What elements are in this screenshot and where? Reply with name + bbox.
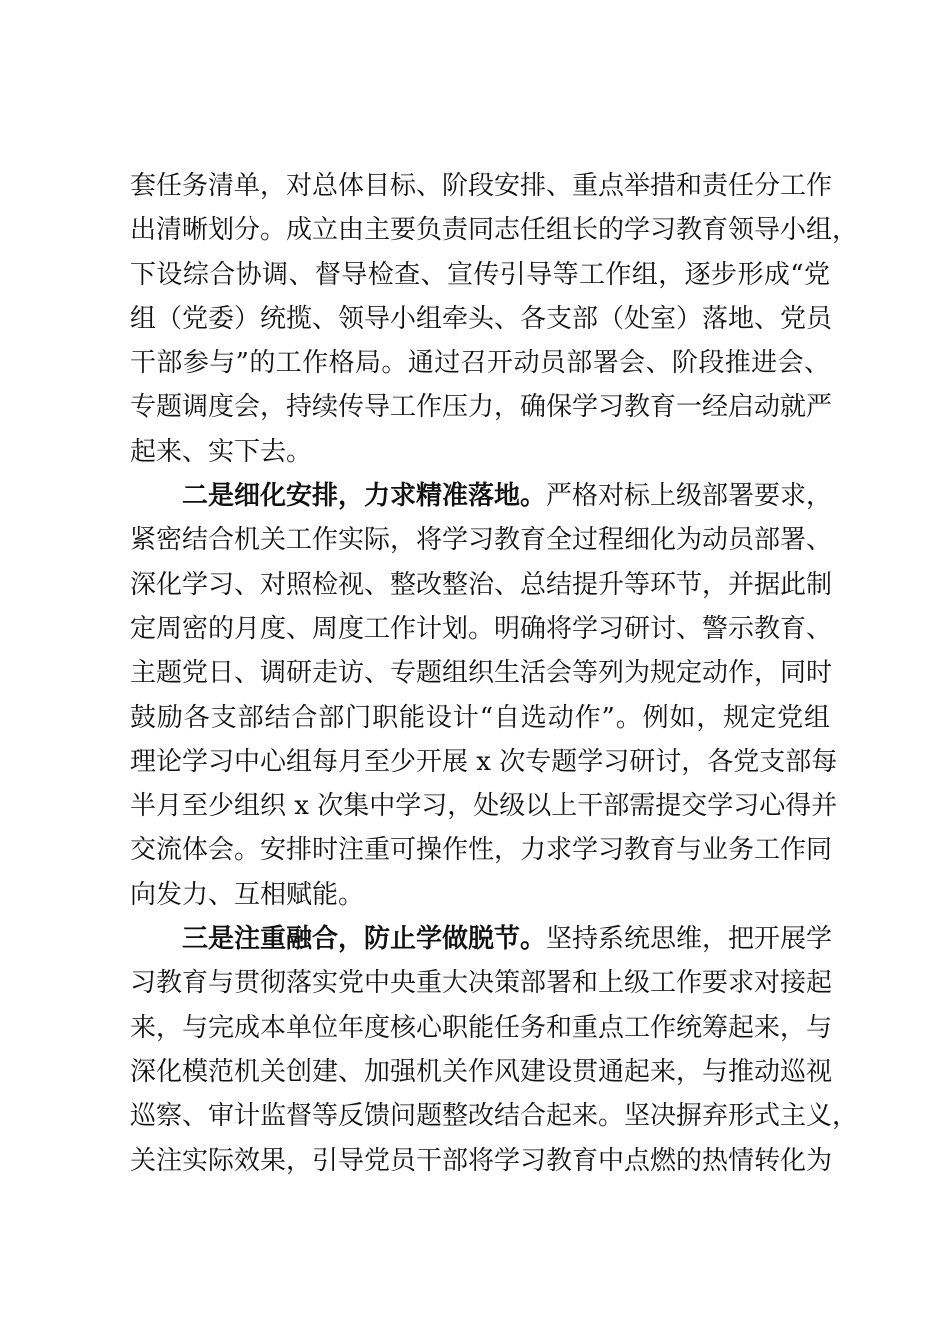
text-line: 向发力、互相赋能。	[130, 879, 365, 910]
text-line: 起来、实下去。	[130, 436, 313, 467]
text-line: 巡察、审计监督等反馈问题整改结合起来。坚决摒弃形式主义，	[130, 1101, 859, 1132]
paragraph-heading: 三是注重融合，防止学做脱节。	[182, 924, 547, 955]
document-body	[130, 164, 859, 1183]
paragraph-heading: 二是细化安排，力求精准落地。	[182, 481, 547, 512]
text-run: 严格对标上级部署要求，	[546, 481, 833, 512]
paragraph-3	[130, 917, 859, 1183]
text-line	[130, 917, 833, 961]
text-line: 鼓励各支部结合部门职能设计“自选动作”。例如，规定党组	[130, 702, 830, 733]
text-line: 关注实际效果，引导党员干部将学习教育中点燃的热情转化为	[130, 1145, 833, 1176]
text-line: 组（党委）统揽、领导小组牵头、各支部（处室）落地、党员	[130, 303, 833, 334]
paragraph-1	[130, 164, 859, 474]
text-line: 下设综合协调、督导检查、宣传引导等工作组，逐步形成“党	[130, 259, 830, 290]
text-line: 定周密的月度、周度工作计划。明确将学习研讨、警示教育、	[130, 613, 833, 644]
text-line: 交流体会。安排时注重可操作性，力求学习教育与业务工作同	[130, 835, 833, 866]
text-line: 套任务清单，对总体目标、阶段安排、重点举措和责任分工作	[130, 171, 833, 201]
text-line: 来，与完成本单位年度核心职能任务和重点工作统筹起来，与	[130, 1012, 833, 1043]
paragraph-2	[130, 474, 838, 917]
text-line: 深化学习、对照检视、整改整治、总结提升等环节，并据此制	[130, 569, 833, 600]
text-line: 紧密结合机关工作实际，将学习教育全过程细化为动员部署、	[130, 525, 833, 556]
text-line: 专题调度会，持续传导工作压力，确保学习教育一经启动就严	[130, 392, 833, 423]
text-run: 坚持系统思维，把开展学	[546, 924, 833, 955]
text-line: 深化模范机关创建、加强机关作风建设贯通起来，与推动巡视	[130, 1056, 833, 1087]
text-line: 理论学习中心组每月至少开展 x 次专题学习研讨，各党支部每	[130, 746, 838, 777]
text-line: 习教育与贯彻落实党中央重大决策部署和上级工作要求对接起	[130, 968, 833, 999]
text-line: 半月至少组织 x 次集中学习，处级以上干部需提交学习心得并	[130, 791, 838, 822]
text-line: 干部参与”的工作格局。通过召开动员部署会、阶段推进会、	[130, 348, 830, 379]
text-line: 主题党日、调研走访、专题组织生活会等列为规定动作，同时	[130, 658, 833, 689]
text-line: 出清晰划分。成立由主要负责同志任组长的学习教育领导小组，	[130, 215, 859, 246]
text-line	[130, 474, 833, 518]
